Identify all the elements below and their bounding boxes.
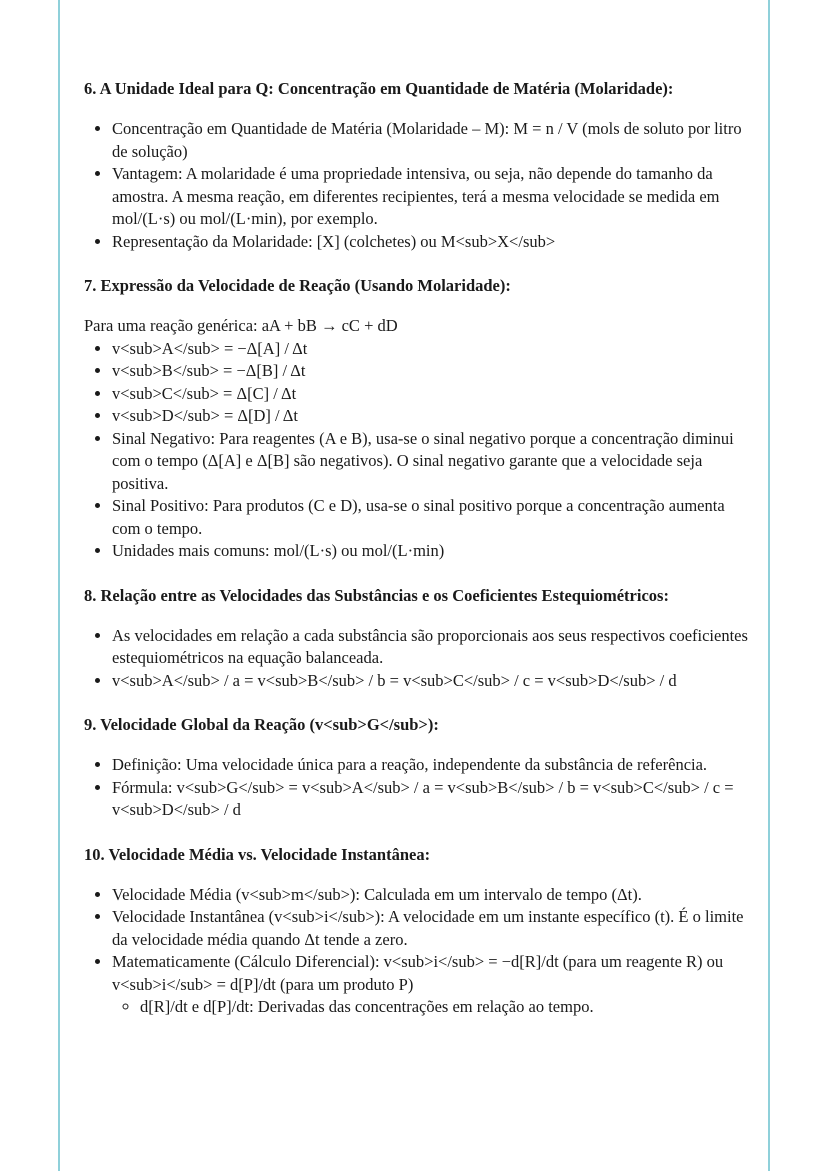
section-10-sublist <box>112 996 754 1019</box>
section-6 <box>84 78 754 253</box>
list-item: • v<sub>C</sub> = Δ[C] / Δt <box>112 383 754 406</box>
list-item: • Fórmula: v<sub>G</sub> = v<sub>A</sub> / a = v<sub>B</sub> / b = v<sub>C</sub> / c = v<sub>D</sub> / d <box>112 777 754 822</box>
list-item: • Velocidade Instantânea (v<sub>i</sub>): A velocidade em um instante específico (t). É o limite da velocidade média quando Δt tende a zero. <box>112 906 754 951</box>
list-item: • Representação da Molaridade: [X] (colchetes) ou M<sub>X</sub> <box>112 231 754 254</box>
list-item: • v<sub>A</sub> / a = v<sub>B</sub> / b = v<sub>C</sub> / c = v<sub>D</sub> / d <box>112 670 754 693</box>
list-item: • As velocidades em relação a cada substância são proporcionais aos seus respectivos coeficientes estequiométricos na equação balanceada. <box>112 625 754 670</box>
list-item: • v<sub>B</sub> = −Δ[B] / Δt <box>112 360 754 383</box>
list-item: • Concentração em Quantidade de Matéria (Molaridade – M): M = n / V (mols de soluto por litro de solução) <box>112 118 754 163</box>
section-9-list <box>84 754 754 822</box>
section-10-list <box>84 884 754 1019</box>
section-9 <box>84 714 754 822</box>
sub-list-item: ◦ d[R]/dt e d[P]/dt: Derivadas das concentrações em relação ao tempo. <box>140 996 754 1019</box>
section-6-title: 6. A Unidade Ideal para Q: Concentração em Quantidade de Matéria (Molaridade): <box>84 79 674 98</box>
list-item <box>112 951 754 1019</box>
section-7-list <box>84 338 754 563</box>
section-7-title: 7. Expressão da Velocidade de Reação (Usando Molaridade): <box>84 276 511 295</box>
list-item: • v<sub>A</sub> = −Δ[A] / Δt <box>112 338 754 361</box>
list-item: • Sinal Positivo: Para produtos (C e D), usa-se o sinal positivo porque a concentração aumenta com o tempo. <box>112 495 754 540</box>
section-7 <box>84 275 754 563</box>
section-10-title: 10. Velocidade Média vs. Velocidade Instantânea: <box>84 844 431 864</box>
list-item: • v<sub>D</sub> = Δ[D] / Δt <box>112 405 754 428</box>
section-8-title: 8. Relação entre as Velocidades das Substâncias e os Coeficientes Estequiométricos: <box>84 585 669 605</box>
list-item-text: Matematicamente (Cálculo Diferencial): v<sub>i</sub> = −d[R]/dt (para um reagente R) ou v<sub>i</sub> = d[P]/dt (para um produto P) <box>112 952 724 994</box>
section-8 <box>84 585 754 693</box>
page <box>58 0 770 1171</box>
list-item: • Definição: Uma velocidade única para a reação, independente da substância de referência. <box>112 754 754 777</box>
section-8-list <box>84 625 754 693</box>
list-item: • Sinal Negativo: Para reagentes (A e B), usa-se o sinal negativo porque a concentração diminui com o tempo (Δ[A] e Δ[B] são negativos). O sinal negativo garante que a velocidade seja positiva. <box>112 428 754 496</box>
section-10 <box>84 844 754 1019</box>
section-7-intro: Para uma reação genérica: aA + bB → cC + dD <box>84 316 398 335</box>
document-content <box>84 78 754 1041</box>
list-item: • Unidades mais comuns: mol/(L·s) ou mol/(L·min) <box>112 540 754 563</box>
list-item: • Vantagem: A molaridade é uma propriedade intensiva, ou seja, não depende do tamanho da amostra. A mesma reação, em diferentes recipientes, terá a mesma velocidade se medida em mol/(L·s) ou mol/(L·min), por exemplo. <box>112 163 754 231</box>
section-9-title: 9. Velocidade Global da Reação (v<sub>G</sub>): <box>84 715 439 734</box>
section-6-list <box>84 118 754 253</box>
list-item: • Velocidade Média (v<sub>m</sub>): Calculada em um intervalo de tempo (Δt). <box>112 884 754 907</box>
